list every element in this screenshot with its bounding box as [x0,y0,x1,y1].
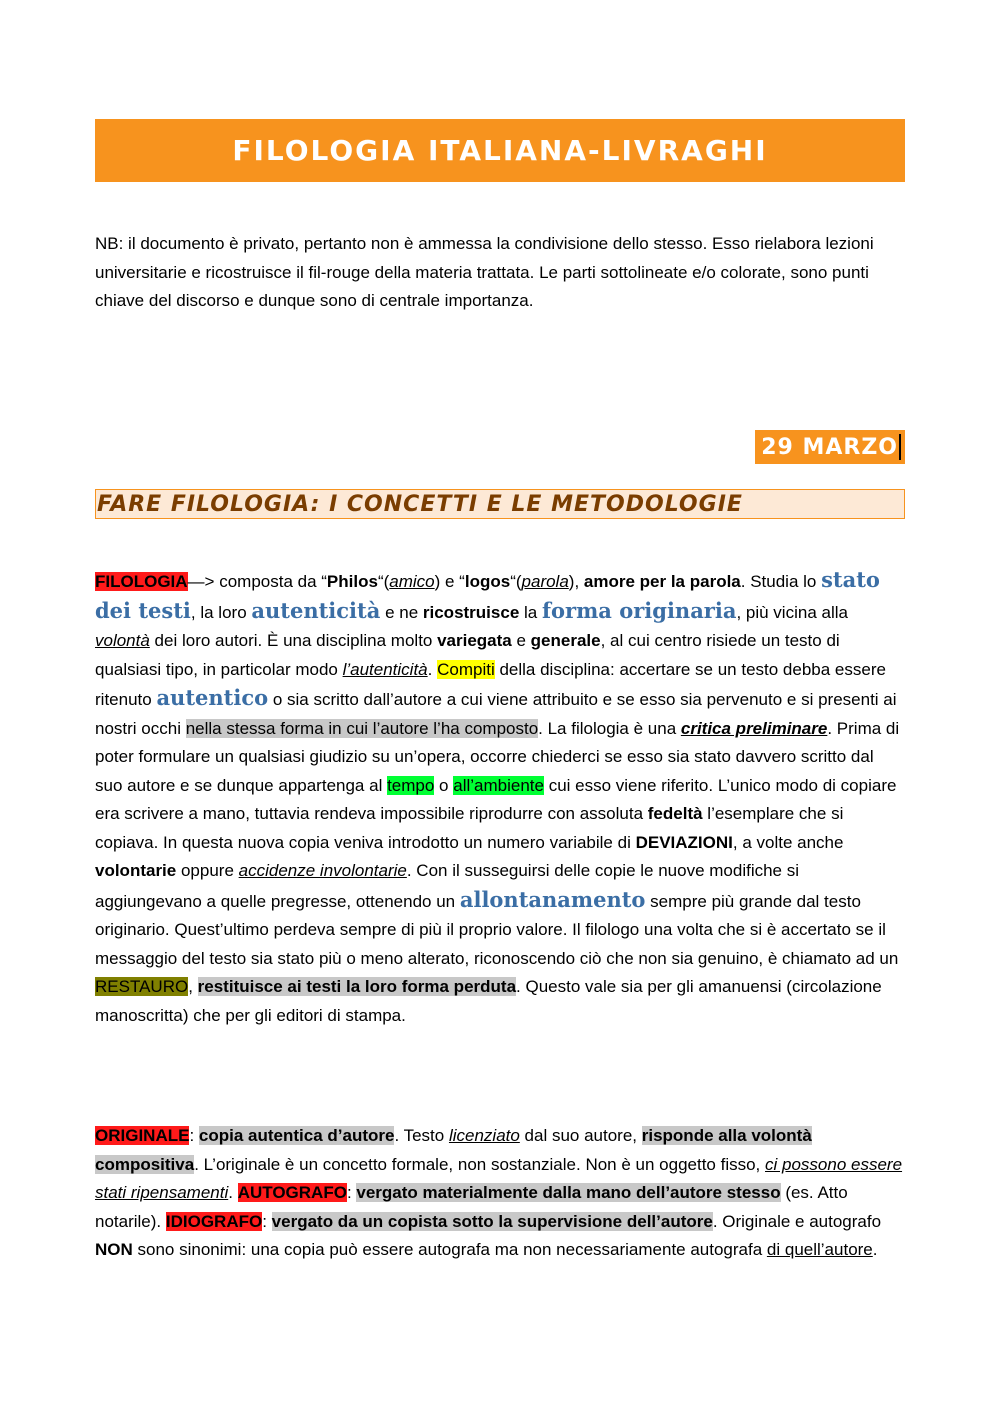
paragraph-originale [95,1122,905,1265]
bold-term: volontarie [95,861,177,880]
bold-term: NON [95,1240,133,1259]
text-run: , [188,977,198,996]
text-run: o [434,775,454,795]
text-run: oppure [176,861,239,880]
term-originale: ORIGINALE [95,1126,190,1145]
highlight-yellow: Compiti [437,659,495,679]
text-run: . Questo vale sia per gli amanuensi (circolazione manoscritta) che per gli editori di stampa. [95,977,882,1025]
term-autografo: AUTOGRAFO [237,1183,347,1202]
text-run: della disciplina: accertare se un testo debba essere ritenuto [95,659,886,709]
bold-term: DEVIAZIONI [635,832,733,852]
text-run: sono sinonimi: una copia può essere autografa ma non necessariamente autografa [132,1240,767,1259]
text-run: —> composta da “ [187,572,327,591]
key-term: stato dei testi [95,567,880,623]
key-term: forma originaria [541,597,737,623]
bold-term: fedeltà [647,804,703,823]
text-run: o sia scritto dall’autore a cui viene attribuito e se esso sia pervenuto e si presenti ai nostri occhi [95,690,897,738]
title-banner [95,119,905,182]
text-run: sempre più grande dal testo originario. Quest’ultimo perdeva sempre di più il proprio valore. Il filologo una volta che si è accertato se il messaggio del testo sia stato più o meno alterato, riconoscendo ciò che non sia genuino, è chiamato ad un [95,891,899,968]
privacy-note: NB: il documento è privato, pertanto non è ammessa la condivisione dello stesso. Esso rielabora lezioni universitarie e ricostruisce il fil-rouge della materia trattata. Le parti sottolineate e/o colorate, sono punti chiave del discorso e dunque sono di centrale importanza. [95,234,874,310]
section-heading [95,489,905,519]
bold-term: logos [464,572,511,591]
text-run: (es. Atto notarile). [95,1183,848,1231]
text-run: . [427,659,438,679]
text-run: e ne [380,602,423,622]
text-run: ) e “ [434,572,465,591]
date-badge [755,430,905,464]
text-run: . Con il susseguirsi delle copie le nuove modifiche si aggiungevano a quelle pregresse, ottenendo un [95,861,800,911]
bold-term: variegata [437,631,512,650]
italic-underlined-term: ci possono essere stati ripensamenti [95,1154,903,1202]
italic-underlined-term: l’autenticità [342,659,428,679]
italic-underlined-term: parola [521,572,569,591]
text-run: cui esso viene riferito. L’unico modo di copiare era scrivere a mano, tuttavia rendeva impossibile riprodurre con assoluta [95,775,897,823]
text-run: , la loro [190,602,252,622]
text-run: : [189,1126,199,1145]
highlight-gray-bold: restituisce ai testi la loro forma perduta [197,977,517,996]
bold-term: generale [530,631,601,650]
text-run: dei loro autori. È una disciplina molto [149,631,438,650]
paragraph-filologia [95,566,905,1030]
italic-underlined-term: volontà [95,631,150,650]
section-heading-text: FARE FILOLOGIA: I CONCETTI E LE METODOLOGIE [97,491,743,517]
key-term: allontanamento [459,886,646,912]
italic-underlined-term: amico [389,572,435,591]
highlight-olive: RESTAURO [95,977,189,996]
text-run: . La filologia è una [538,718,681,738]
text-run: , a volte anche [732,832,844,852]
text-run: ), [568,572,584,591]
bold-term: Philos [326,572,378,591]
underlined-term: di quell’autore [766,1240,873,1259]
text-run: “( [377,572,390,591]
text-run: . [228,1183,238,1202]
term-filologia: FILOLOGIA [95,572,188,591]
italic-underlined-term: licenziato [448,1126,520,1145]
text-run: : [346,1183,357,1202]
key-term: autentico [156,685,269,710]
text-run: “( [510,572,522,591]
text-run: dal suo autore, [519,1126,642,1145]
key-term: autenticità [251,597,381,623]
term-idiografo: IDIOGRAFO [165,1211,263,1231]
text-run: . Testo [394,1126,449,1145]
text-run: . L’originale è un concetto formale, non sostanziale. Non è un oggetto fisso, [194,1154,766,1174]
text-run: . Studia lo [740,572,822,591]
text-run: e [511,631,531,650]
text-run: la [519,602,542,622]
highlight-green: tempo [387,775,435,795]
highlight-gray-bold: risponde alla volontà compositiva [95,1126,812,1174]
bold-term: ricostruisce [422,602,520,622]
highlight-gray-bold: vergato materialmente dalla mano dell’autore stesso [356,1183,781,1202]
bold-italic-underlined-term: critica preliminare [680,718,828,738]
text-run: l’esemplare che si copiava. In questa nuova copia veniva introdotto un numero variabile di [95,804,844,852]
highlight-gray-bold: copia autentica d’autore [198,1126,395,1145]
highlight-gray: nella stessa forma in cui l’autore l’ha composto [185,718,539,738]
text-run: . [872,1240,878,1259]
document-title: FILOLOGIA ITALIANA-LIVRAGHI [232,134,768,167]
highlight-green: all’ambiente [453,775,544,795]
date-text: 29 MARZO [761,434,898,460]
highlight-gray-bold: vergato da un copista sotto la supervisione dell’autore [271,1211,713,1231]
bold-term: amore per la parola [583,572,741,591]
text-run: . Prima di poter formulare un qualsiasi giudizio su un’opera, occorre chiederci se esso sia stato davvero scritto dal suo autore e se dunque appartenga al [95,718,900,795]
text-run: . Originale e autografo [712,1211,882,1231]
text-run: : [262,1211,272,1231]
text-run: , al cui centro risiede un testo di qualsiasi tipo, in particolar modo [95,631,840,679]
italic-underlined-term: accidenze involontarie [238,861,407,880]
text-cursor [899,434,901,460]
text-run: , più vicina alla [736,602,848,622]
